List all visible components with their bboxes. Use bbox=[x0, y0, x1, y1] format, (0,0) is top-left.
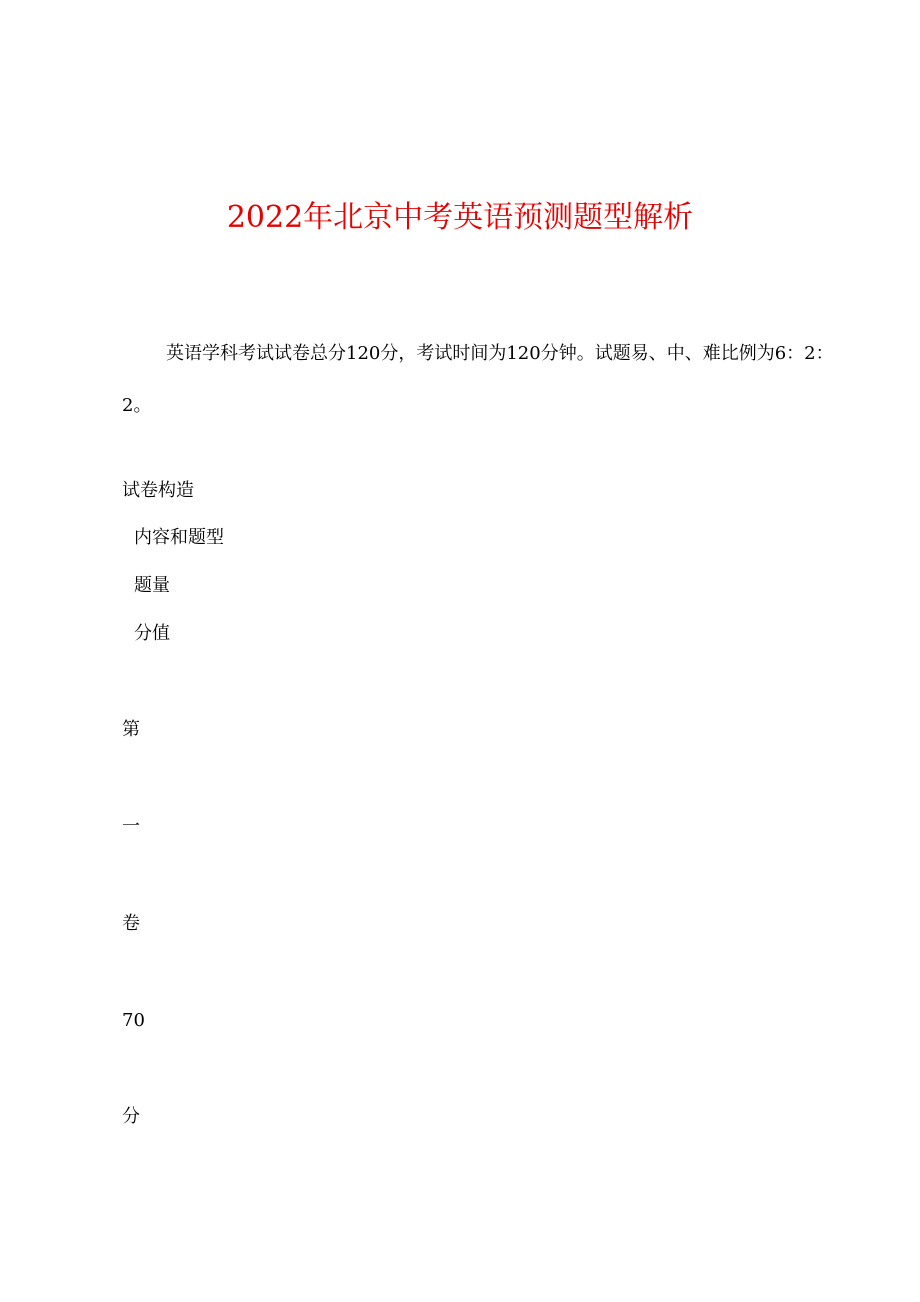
section-score-unit: 分 bbox=[122, 1106, 140, 1127]
column-content-type: 内容和题型 bbox=[134, 527, 224, 548]
section-char-di: 第 bbox=[122, 719, 140, 740]
section-score-value: 70 bbox=[122, 1010, 145, 1031]
column-score: 分值 bbox=[134, 623, 170, 644]
document-title: 2022年北京中考英语预测题型解析 bbox=[226, 200, 694, 235]
column-question-count: 题量 bbox=[134, 575, 170, 596]
section-char-juan: 卷 bbox=[122, 913, 140, 934]
intro-paragraph: 英语学科考试试卷总分120分，考试时间为120分钟。试题易、中、难比例为6：2：2。 bbox=[122, 343, 834, 416]
structure-heading: 试卷构造 bbox=[122, 480, 194, 501]
section-char-yi: 一 bbox=[122, 816, 140, 837]
